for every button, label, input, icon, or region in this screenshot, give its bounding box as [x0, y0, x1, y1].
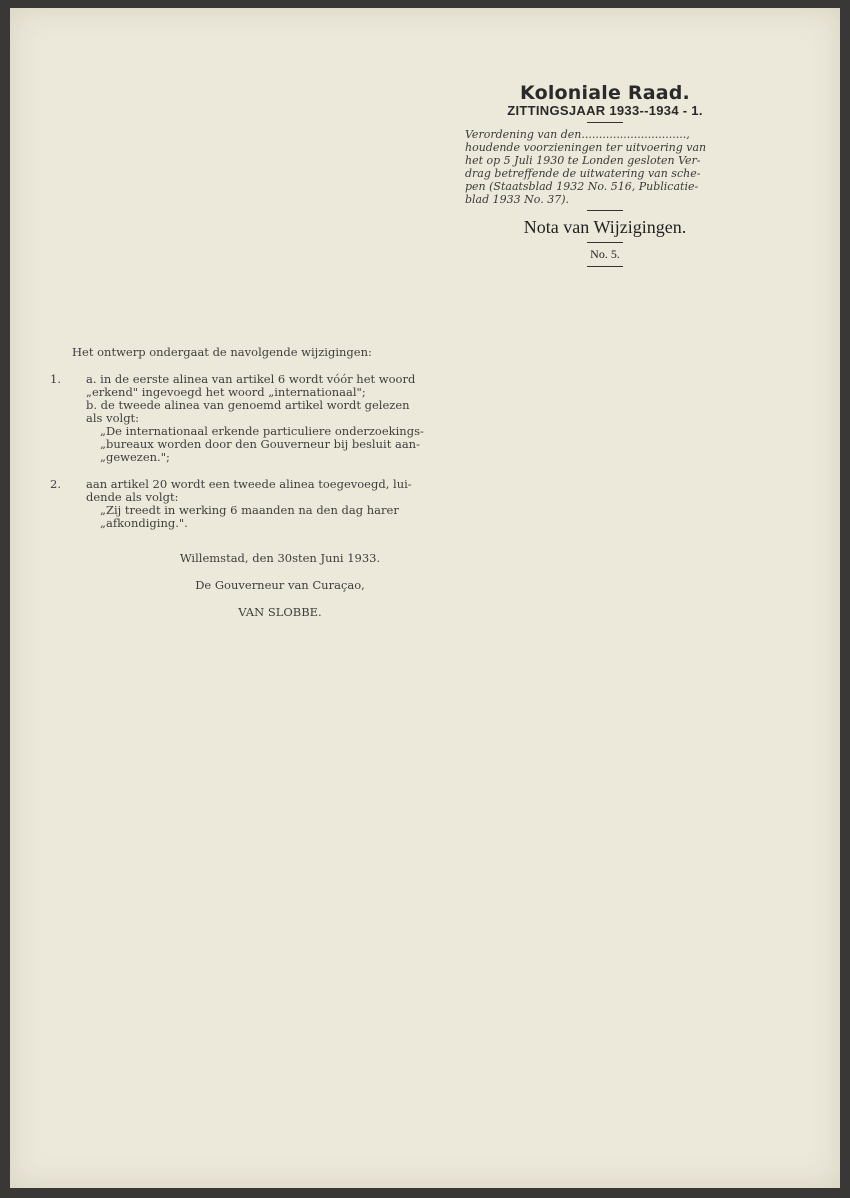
subject-line: houdende voorzieningen ter uitvoering van	[465, 141, 707, 154]
ordinance-subject	[465, 128, 743, 206]
quote-line: „Zij treedt in werking 6 maanden na den dag harer	[100, 503, 399, 517]
quote-line: „afkondiging.".	[100, 516, 188, 530]
session-year: ZITTINGSJAAR 1933--1934 - 1.	[507, 103, 703, 118]
subject-line: pen (Staatsblad 1932 No. 516, Publicatie-	[465, 180, 699, 193]
item-line: „erkend" ingevoegd het woord „internationaal";	[86, 385, 366, 399]
place-date: Willemstad, den 30sten Juni 1933.	[179, 551, 381, 565]
quoted-text	[86, 504, 430, 530]
subject-line: blad 1933 No. 37).	[465, 193, 569, 206]
quoted-text	[86, 425, 430, 464]
subject-line: drag betreffende de uitwatering van sche-	[465, 167, 701, 180]
signature-block	[50, 552, 430, 619]
divider	[587, 210, 623, 211]
subject-line: Verordening van den..............................,	[465, 128, 690, 141]
item-content	[86, 373, 430, 464]
quote-line: „gewezen.";	[100, 450, 170, 464]
signatory-name: VAN SLOBBE.	[238, 605, 322, 619]
quote-line: „De internationaal erkende particuliere onderzoekings-	[100, 424, 424, 438]
signatory-title: De Gouverneur van Curaçao,	[195, 578, 365, 592]
document-header	[465, 82, 745, 271]
amendment-item	[50, 373, 430, 464]
subject-line: het op 5 Juli 1930 te Londen gesloten Ver-	[465, 154, 701, 167]
amendments-body	[50, 346, 430, 633]
amendment-item	[50, 478, 430, 530]
document-page	[10, 8, 840, 1188]
item-line: b. de tweede alinea van genoemd artikel wordt gelezen	[86, 398, 410, 412]
divider	[587, 266, 623, 267]
item-line: als volgt:	[86, 411, 140, 425]
divider	[587, 242, 623, 243]
item-line: aan artikel 20 wordt een tweede alinea toegevoegd, lui-	[86, 477, 412, 491]
item-line: a. in de eerste alinea van artikel 6 wordt vóór het woord	[86, 372, 416, 386]
divider	[587, 122, 623, 123]
item-content	[86, 478, 430, 530]
quote-line: „bureaux worden door den Gouverneur bij besluit aan-	[100, 437, 420, 451]
nota-title: Nota van Wijzigingen.	[523, 217, 687, 237]
item-number: 1.	[50, 372, 61, 386]
item-number: 2.	[50, 477, 61, 491]
intro-text: Het ontwerp ondergaat de navolgende wijzigingen:	[72, 345, 372, 359]
nota-number: No. 5.	[590, 247, 620, 261]
council-title: Koloniale Raad.	[520, 82, 690, 104]
item-line: dende als volgt:	[86, 490, 179, 504]
